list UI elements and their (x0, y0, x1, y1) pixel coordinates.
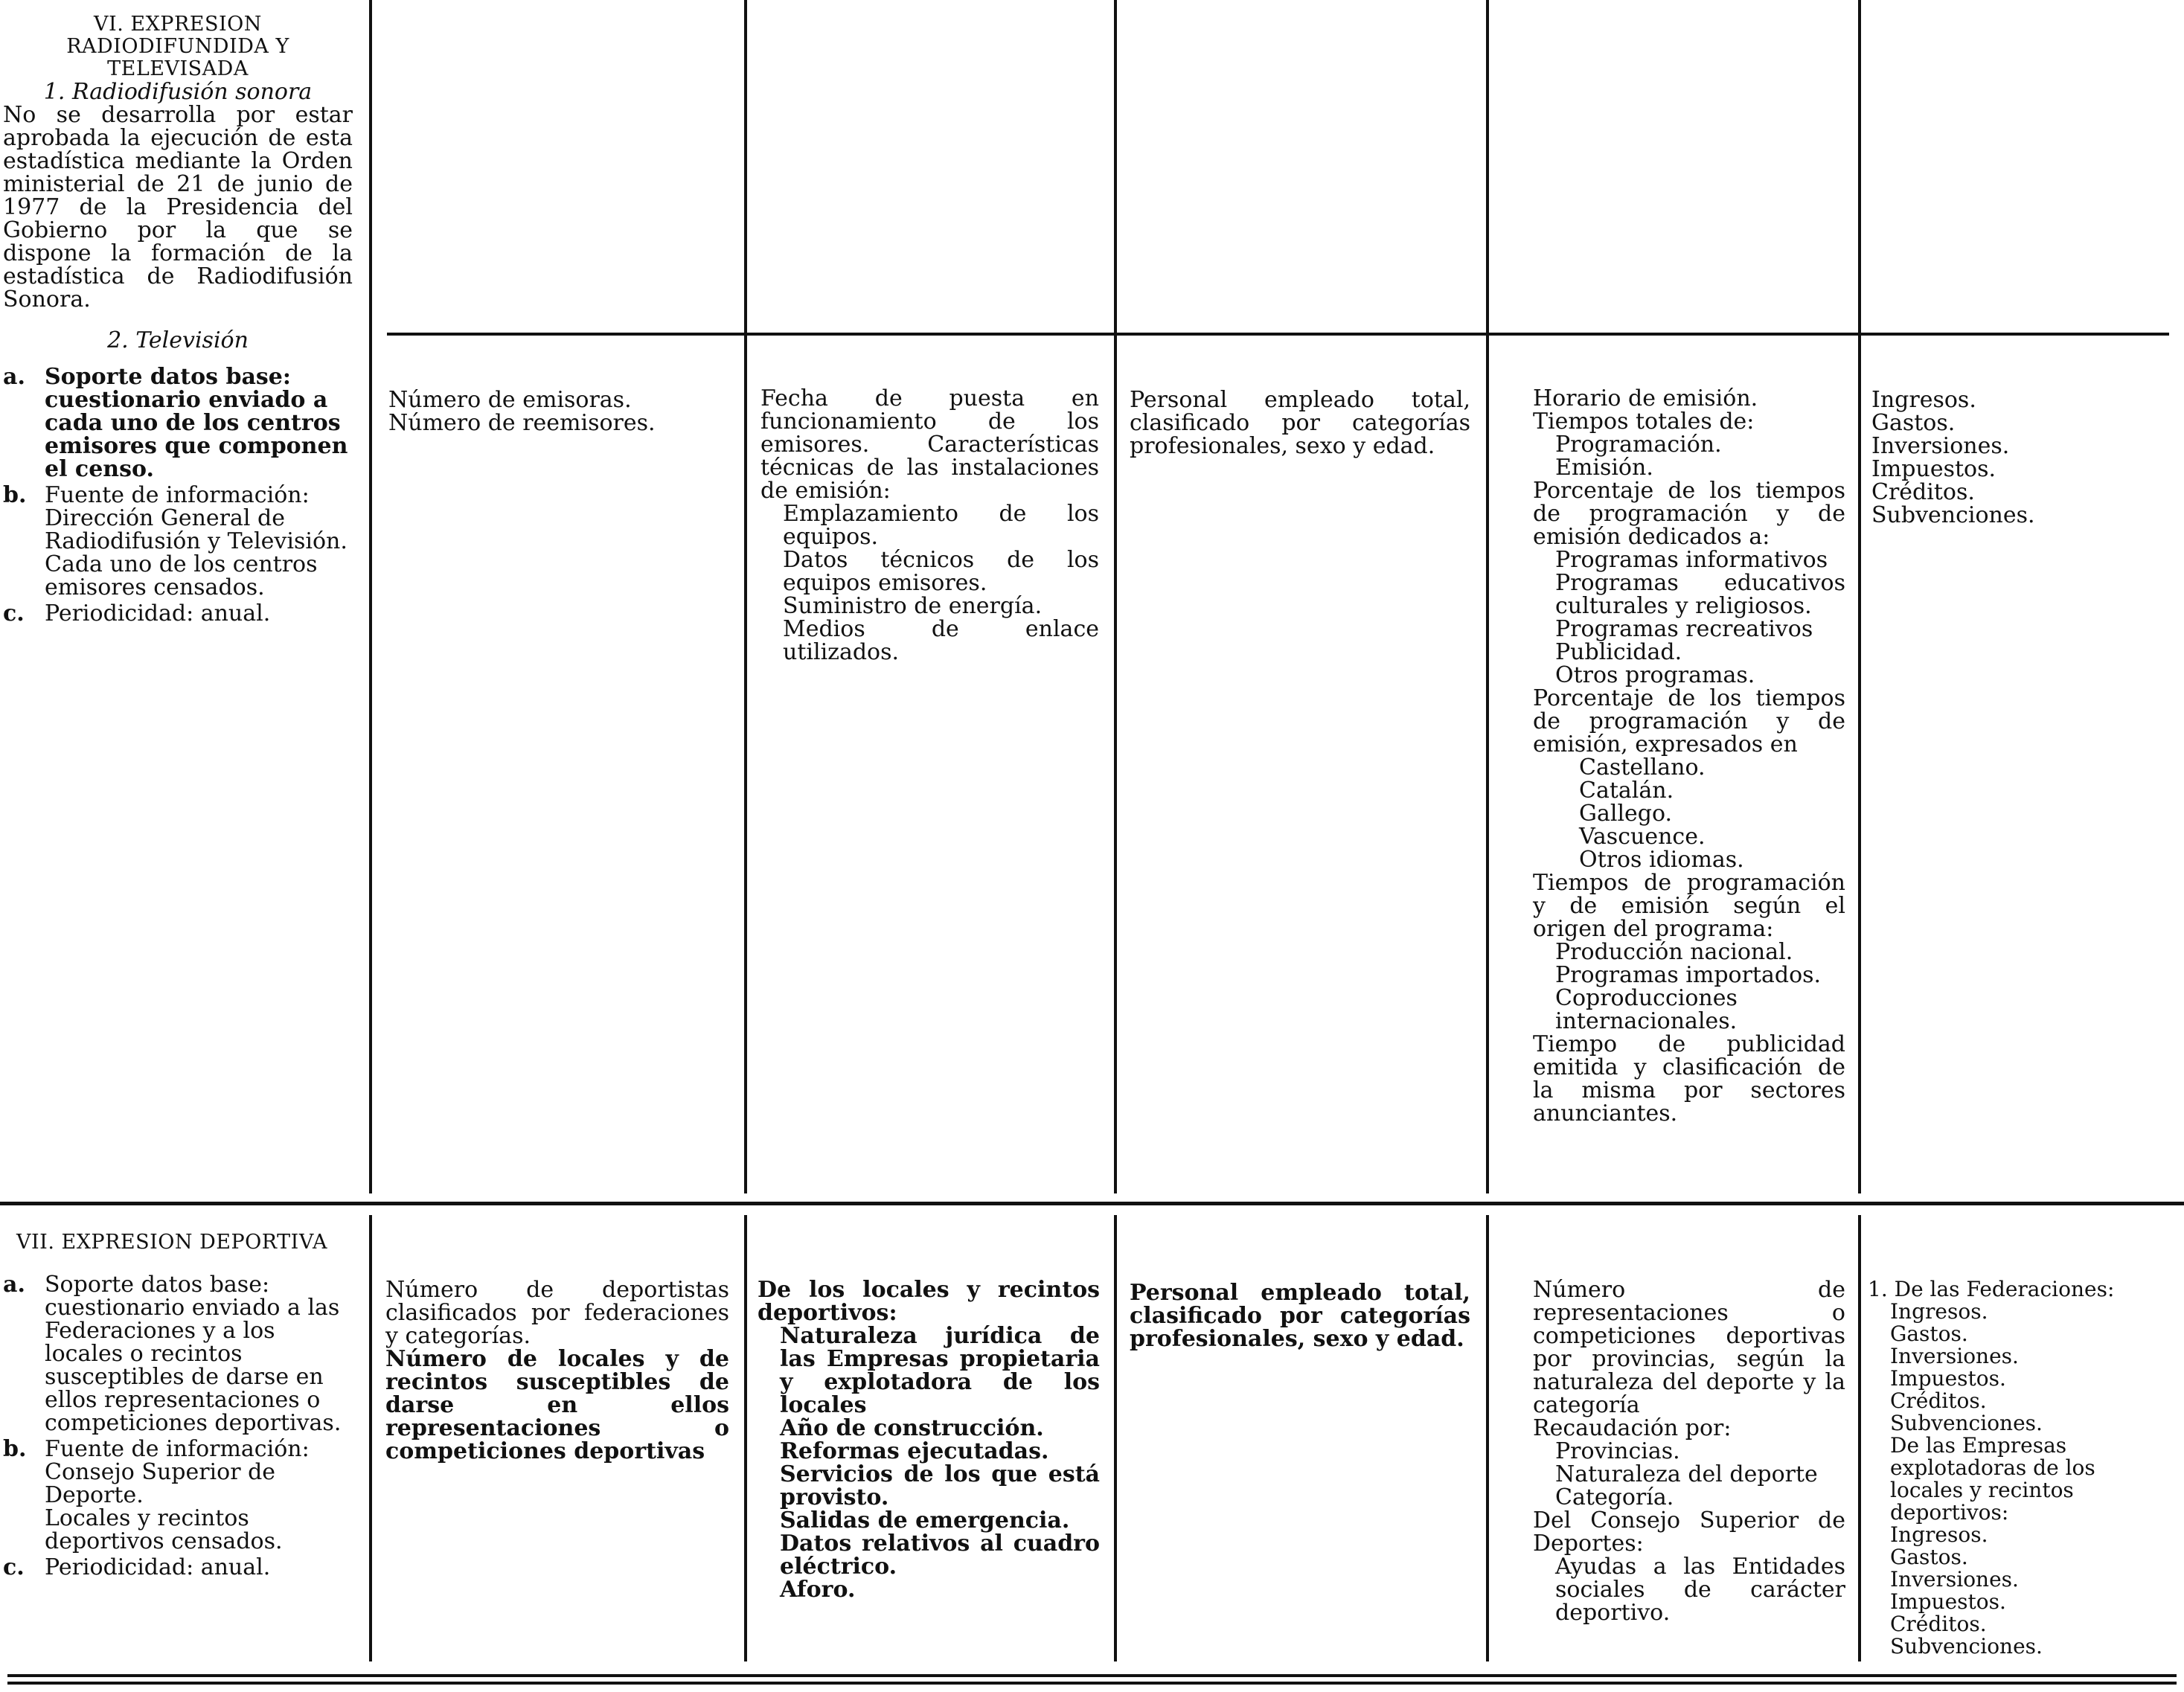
sport-col3: De los locales y recintos deportivos: Naturaleza jurídica de las Empresas propietaria y explotadora de los locales Año de construcción. Reformas ejecutadas. Servicios de los que está provisto. Salidas de emergencia. Datos relativos al cuadro eléctrico. Aforo. (758, 1277, 1100, 1603)
section-vii-title: VII. EXPRESION DEPORTIVA (16, 1231, 327, 1254)
column-rule (744, 1215, 747, 1661)
section-divider (0, 1202, 2184, 1205)
bottom-rule (7, 1674, 2177, 1677)
section-vi-col1 (3, 13, 353, 625)
tv-item-c: c. Periodicidad: anual. (3, 600, 271, 627)
tv-item-a: a. Soporte datos base: cuestionario enviado a cada uno de los centros emisores que componen el censo. (3, 364, 348, 482)
column-rule (1858, 1215, 1861, 1661)
sport-col6: 1. De las Federaciones: Ingresos. Gastos. Inversiones. Impuestos. Créditos. Subvenciones. De las Empresas explotadoras de los locales y recintos deportivos: Ingresos. Gastos. Inversiones. Impuestos. Créditos. Subvenciones. (1868, 1277, 2115, 1659)
column-rule (1486, 1215, 1489, 1661)
tv-heading: 2. Televisión (107, 327, 249, 353)
column-rule (1114, 1215, 1117, 1661)
row-rule (387, 333, 2169, 336)
tv-item-b: b. Fuente de información: Dirección General de Radiodifusión y Televisión. Cada uno de los centros emisores censados. (3, 482, 348, 600)
column-rule (1114, 0, 1117, 1193)
sport-col2: Número de deportistas clasificados por federaciones y categorías. Número de locales y de recintos susceptibles de darse en ellos representaciones o competiciones deportivas (385, 1277, 729, 1464)
column-rule (744, 0, 747, 1193)
sport-item-a: a. Soporte datos base: cuestionario enviado a las Federaciones y a los locales o recintos susceptibles de darse en ellos representaciones o competiciones deportivas. (3, 1272, 342, 1436)
tv-col3: Fecha de puesta en funcionamiento de los emisores. Características técnicas de las instalaciones de emisión: Emplazamiento de los equipos. Datos técnicos de los equipos emisores. Suministro de energía. Medios de enlace utilizados. (760, 385, 1099, 665)
section-vi-title: VI. EXPRESION RADIODIFUNDIDA Y TELEVISADA (66, 13, 289, 80)
tv-col5: Horario de emisión. Tiempos totales de: Programación. Emisión. Porcentaje de los tiempos de programación y de emisión dedicados a: Programas informativos Programas educativos culturales y religiosos. Programas recreativos Publicidad. Otros programas. Porcentaje de los tiempos de programación y de emisión, expresados en Castellano. Catalán. Gallego. Vascuence. Otros idiomas. Tiempos de programación y de emisión según el origen del programa: Producción nacional. Programas importados. Coproducciones internacionales. Tiempo de publicidad emitida y clasificación de la misma por sectores anunciantes. (1533, 385, 1845, 1127)
column-rule (369, 0, 372, 1193)
sport-item-c: c. Periodicidad: anual. (3, 1554, 271, 1580)
tv-col4: Personal empleado total, clasificado por categorías profesionales, sexo y edad. (1130, 387, 1470, 459)
radio-text: No se desarrolla por estar aprobada la ejecución de esta estadística mediante la Orden ministerial de 21 de junio de 1977 de la Presidencia del Gobierno por la que se dispone la formación de la estadística de Radiodifusión Sonora. (3, 102, 353, 313)
section-vii-col1 (3, 1231, 353, 1579)
sport-col5: Número de representaciones o competiciones deportivas por provincias, según la naturaleza del deporte y la categoría Recaudación por: Provincias. Naturaleza del deporte Categoría. Del Consejo Superior de Deportes: Ayudas a las Entidades sociales de carácter deportivo. (1533, 1277, 1845, 1626)
tv-col6: Ingresos. Gastos. Inversiones. Impuestos. Créditos. Subvenciones. (1871, 387, 2035, 528)
sport-item-b: b. Fuente de información: Consejo Superior de Deporte. Locales y recintos deportivos censados. (3, 1436, 310, 1554)
column-rule (1486, 0, 1489, 1193)
sport-col4: Personal empleado total, clasificado por categorías profesionales, sexo y edad. (1130, 1280, 1470, 1352)
column-rule (369, 1215, 372, 1661)
column-rule (1858, 0, 1861, 1193)
tv-col2: Número de emisoras. Número de reemisores. (388, 387, 656, 436)
radio-heading: 1. Radiodifusión sonora (43, 79, 313, 105)
bottom-rule (7, 1682, 2177, 1685)
